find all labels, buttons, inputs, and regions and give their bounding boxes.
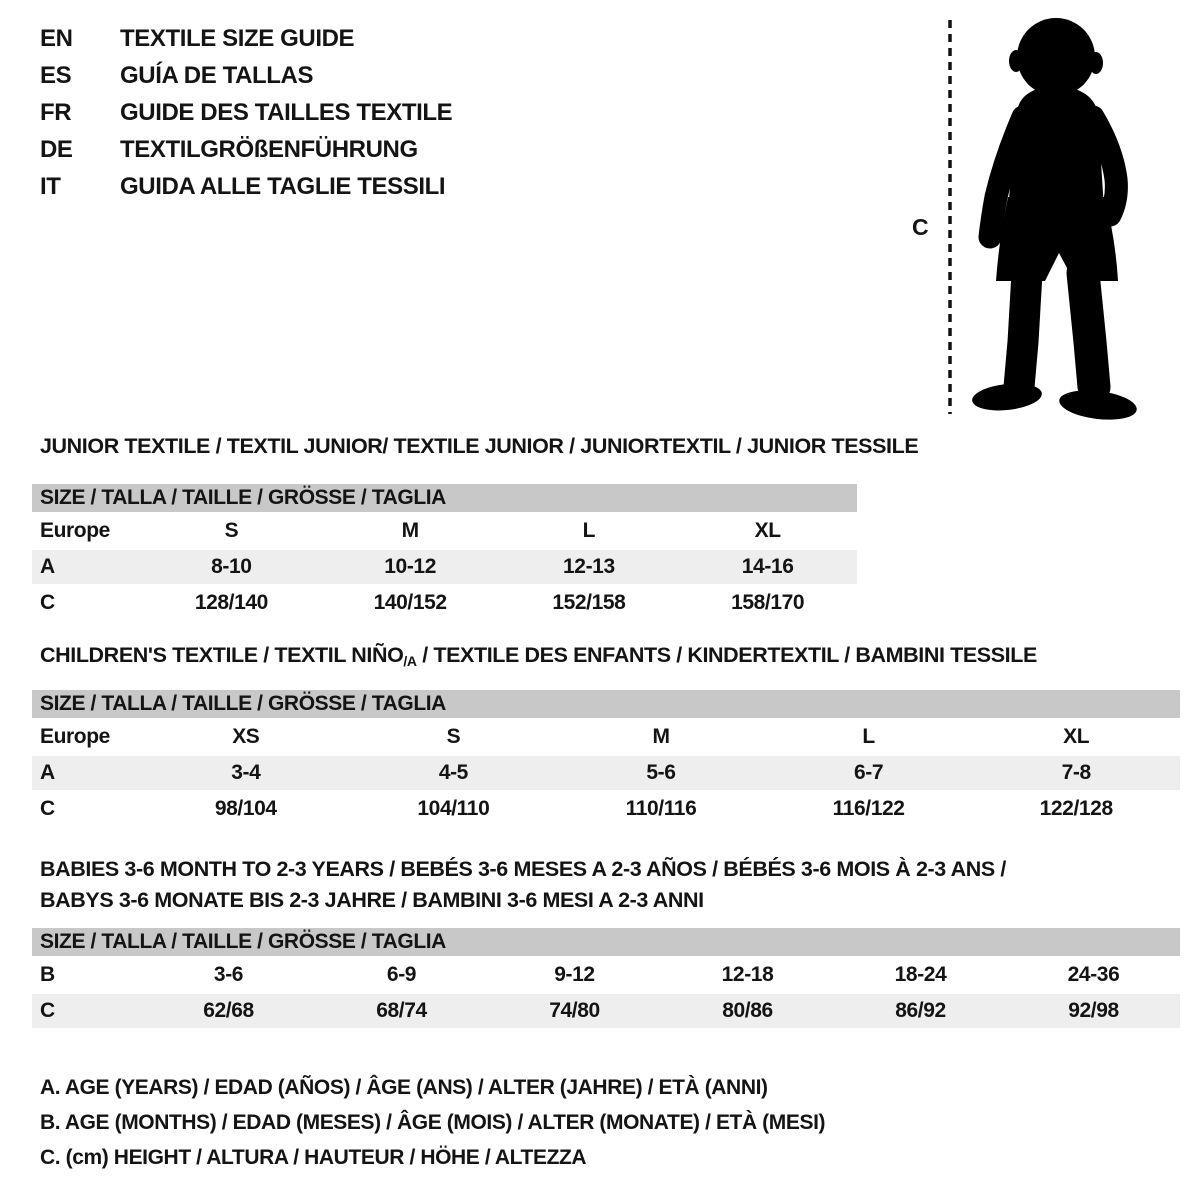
toddler-silhouette-graphic [900, 12, 1170, 424]
measurement-legend [40, 1070, 825, 1175]
height-value: 140/152 [373, 591, 447, 614]
size-column-header: XS [232, 725, 260, 748]
age-value: 14-16 [741, 555, 794, 578]
months-value: 9-12 [554, 963, 595, 986]
language-row-it [40, 168, 452, 205]
babies-title-line2: BABYS 3-6 MONATE BIS 2-3 JAHRE / BAMBINI 3-6 MESI A 2-3 ANNI [40, 888, 704, 912]
children-section-title [40, 643, 1037, 669]
row-label: C [40, 999, 55, 1022]
guide-title-en: TEXTILE SIZE GUIDE [120, 24, 355, 52]
region-label: Europe [40, 519, 110, 542]
months-value: 24-36 [1067, 963, 1120, 986]
babies-size-table [32, 928, 1180, 1028]
age-value: 7-8 [1061, 761, 1091, 784]
months-value: 12-18 [721, 963, 774, 986]
language-code: IT [40, 172, 61, 200]
children-title-subscript: /A [403, 653, 417, 669]
language-code: ES [40, 61, 72, 89]
row-label: C [40, 797, 55, 820]
language-row-de [40, 131, 452, 168]
language-row-en [40, 20, 452, 57]
age-value: 8-10 [211, 555, 252, 578]
age-value: 12-13 [563, 555, 615, 578]
size-column-header: L [582, 519, 596, 542]
junior-size-table [32, 484, 857, 620]
children-title-post: / TEXTILE DES ENFANTS / KINDERTEXTIL / BAMBINI TESSILE [416, 643, 1037, 667]
height-value: 62/68 [203, 999, 254, 1022]
height-value: 152/158 [552, 591, 626, 614]
children-region-row [32, 720, 1180, 754]
children-height-row [32, 792, 1180, 826]
height-value: 86/92 [895, 999, 946, 1022]
junior-section-title: JUNIOR TEXTILE / TEXTIL JUNIOR/ TEXTILE JUNIOR / JUNIORTEXTIL / JUNIOR TESSILE [40, 434, 919, 458]
age-value: 4-5 [438, 761, 468, 784]
language-title-list [40, 20, 452, 205]
size-column-header: XL [754, 519, 781, 542]
height-measure-figure [900, 12, 1170, 424]
age-value: 6-7 [854, 761, 884, 784]
babies-months-row [32, 958, 1180, 992]
row-label: A [40, 761, 55, 784]
babies-size-header-band: SIZE / TALLA / TAILLE / GRÖSSE / TAGLIA [32, 928, 1180, 956]
size-column-header: L [862, 725, 875, 748]
region-label: Europe [40, 725, 110, 748]
size-column-header: S [446, 725, 461, 748]
height-value: 98/104 [214, 797, 277, 820]
language-code: FR [40, 98, 72, 126]
height-value: 68/74 [376, 999, 427, 1022]
size-column-header: S [224, 519, 239, 542]
size-column-header: M [652, 725, 670, 748]
language-row-es [40, 57, 452, 94]
height-value: 128/140 [194, 591, 268, 614]
junior-age-row [32, 550, 857, 584]
months-value: 6-9 [386, 963, 417, 986]
guide-title-it: GUIDA ALLE TAGLIE TESSILI [120, 172, 446, 200]
height-value: 80/86 [722, 999, 773, 1022]
size-column-header: XL [1063, 725, 1090, 748]
language-code: EN [40, 24, 73, 52]
height-value: 116/122 [832, 797, 905, 820]
row-label: A [40, 555, 55, 578]
junior-region-row [32, 514, 857, 548]
age-value: 3-4 [231, 761, 261, 784]
toddler-silhouette [971, 18, 1139, 424]
language-code: DE [40, 135, 73, 163]
children-age-row [32, 756, 1180, 790]
children-size-header-band: SIZE / TALLA / TAILLE / GRÖSSE / TAGLIA [32, 690, 1180, 718]
guide-title-es: GUÍA DE TALLAS [120, 61, 314, 89]
row-label: C [40, 591, 55, 614]
height-value: 92/98 [1068, 999, 1119, 1022]
babies-title-line1: BABIES 3-6 MONTH TO 2-3 YEARS / BEBÉS 3-6 MESES A 2-3 AÑOS / BÉBÉS 3-6 MOIS À 2-3 ANS / [40, 857, 1006, 881]
age-value: 5-6 [646, 761, 676, 784]
guide-title-fr: GUIDE DES TAILLES TEXTILE [120, 98, 453, 126]
months-value: 18-24 [894, 963, 947, 986]
age-value: 10-12 [384, 555, 436, 578]
guide-title-de: TEXTILGRÖßENFÜHRUNG [120, 135, 418, 163]
height-value: 158/170 [731, 591, 805, 614]
junior-height-row [32, 586, 857, 620]
junior-size-header-band: SIZE / TALLA / TAILLE / GRÖSSE / TAGLIA [32, 484, 857, 512]
height-value: 122/128 [1039, 797, 1113, 820]
height-value: 110/116 [625, 797, 697, 820]
language-row-fr [40, 94, 452, 131]
babies-section-title [40, 854, 1006, 916]
figure-height-label: C [912, 214, 929, 240]
babies-height-row [32, 994, 1180, 1028]
children-size-table [32, 690, 1180, 826]
months-value: 3-6 [213, 963, 244, 986]
legend-line-height-cm: C. (cm) HEIGHT / ALTURA / HAUTEUR / HÖHE / ALTEZZA [40, 1146, 587, 1169]
size-column-header: M [401, 519, 419, 542]
children-title-pre: CHILDREN'S TEXTILE / TEXTIL NIÑO [40, 643, 404, 667]
height-value: 74/80 [549, 999, 600, 1022]
height-value: 104/110 [417, 797, 490, 820]
legend-line-age-months: B. AGE (MONTHS) / EDAD (MESES) / ÂGE (MOIS) / ALTER (MONATE) / ETÀ (MESI) [40, 1111, 826, 1134]
row-label: B [40, 963, 55, 986]
legend-line-age-years: A. AGE (YEARS) / EDAD (AÑOS) / ÂGE (ANS) / ALTER (JAHRE) / ETÀ (ANNI) [40, 1076, 768, 1099]
